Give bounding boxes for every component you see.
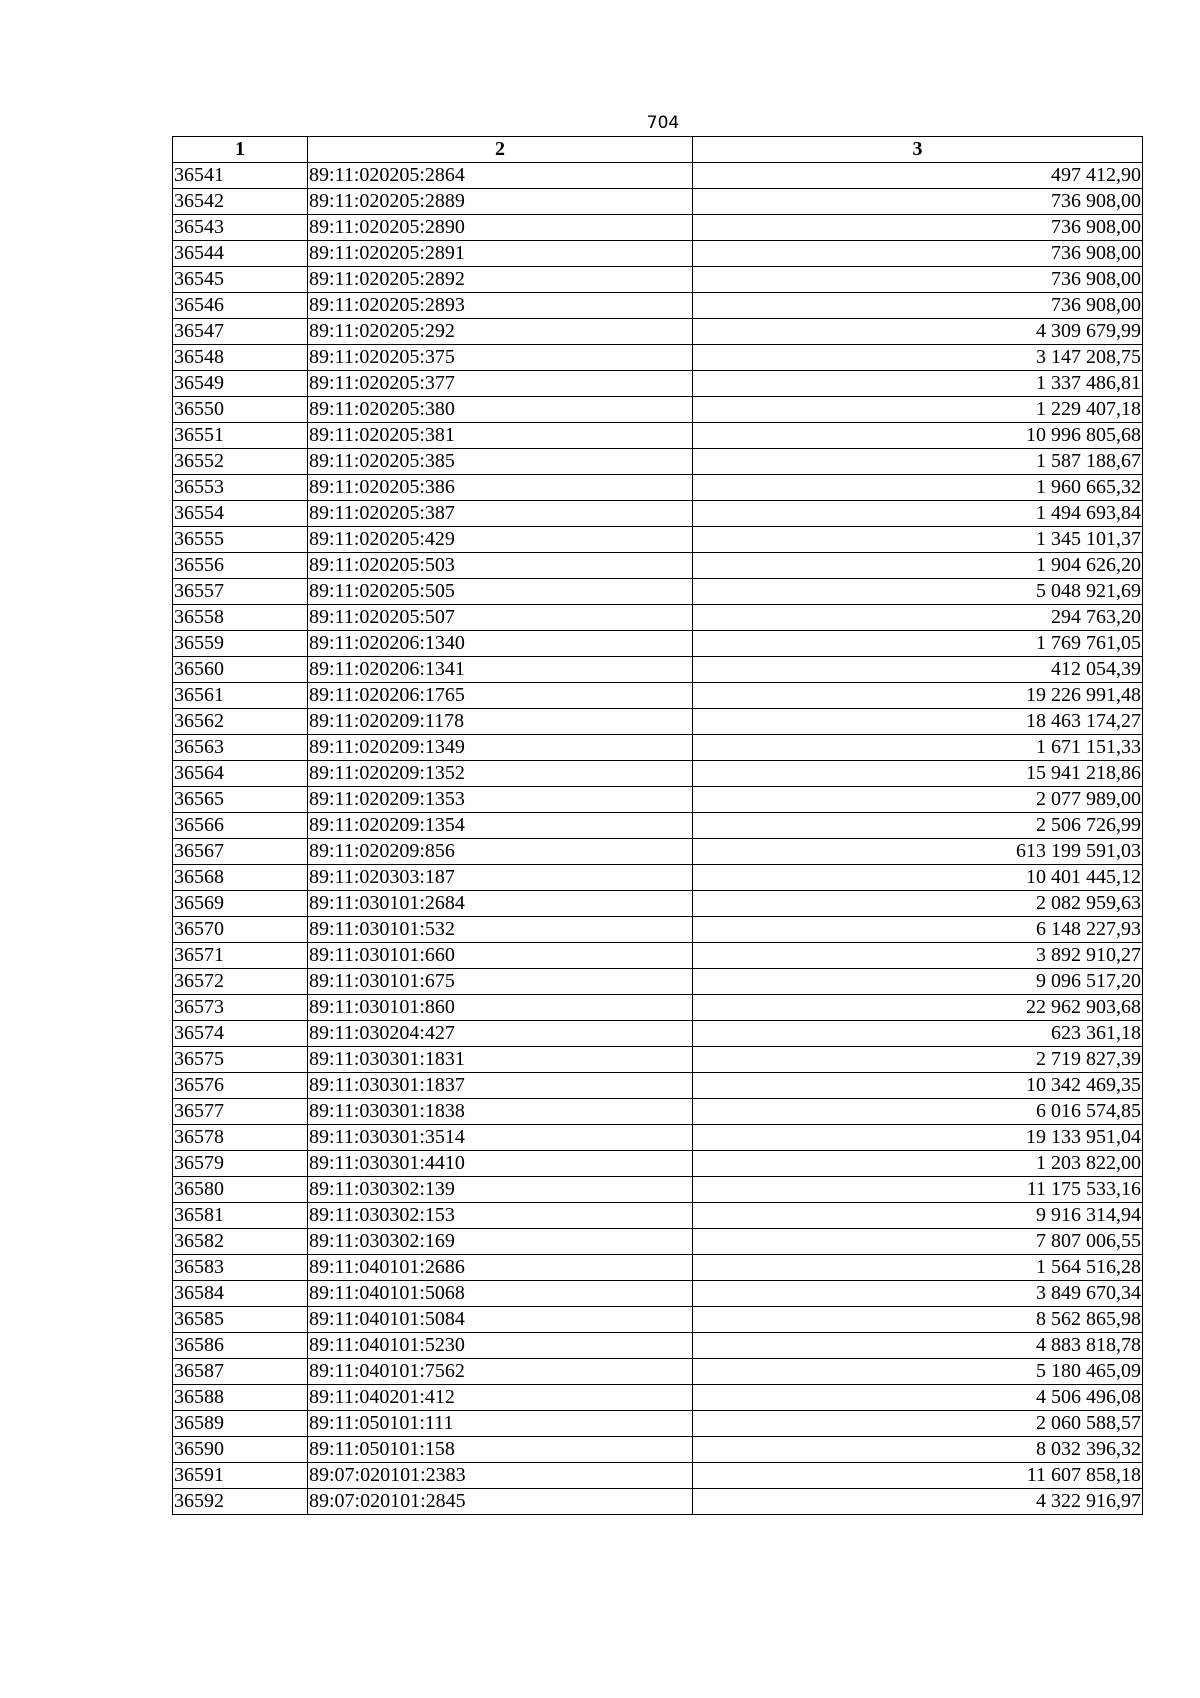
row-number-cell: 36562: [173, 709, 308, 735]
registry-table: [172, 136, 1143, 1515]
column-header-2: 2: [308, 137, 693, 163]
table-row: [173, 1099, 1143, 1125]
cadastral-number-cell: 89:11:040201:412: [308, 1385, 693, 1411]
row-number-cell: 36583: [173, 1255, 308, 1281]
row-number-cell: 36571: [173, 943, 308, 969]
value-cell: 2 082 959,63: [693, 891, 1143, 917]
value-cell: 2 077 989,00: [693, 787, 1143, 813]
value-cell: 736 908,00: [693, 215, 1143, 241]
value-cell: 8 562 865,98: [693, 1307, 1143, 1333]
cadastral-number-cell: 89:11:040101:5068: [308, 1281, 693, 1307]
value-cell: 15 941 218,86: [693, 761, 1143, 787]
table-row: [173, 735, 1143, 761]
header-row: [173, 137, 1143, 163]
cadastral-number-cell: 89:07:020101:2845: [308, 1489, 693, 1515]
table-row: [173, 501, 1143, 527]
cadastral-number-cell: 89:11:030302:139: [308, 1177, 693, 1203]
table-row: [173, 943, 1143, 969]
table-row: [173, 449, 1143, 475]
value-cell: 3 849 670,34: [693, 1281, 1143, 1307]
table-row: [173, 345, 1143, 371]
row-number-cell: 36545: [173, 267, 308, 293]
value-cell: 6 148 227,93: [693, 917, 1143, 943]
row-number-cell: 36575: [173, 1047, 308, 1073]
cadastral-number-cell: 89:11:040101:5084: [308, 1307, 693, 1333]
value-cell: 9 096 517,20: [693, 969, 1143, 995]
table-row: [173, 813, 1143, 839]
value-cell: 736 908,00: [693, 241, 1143, 267]
value-cell: 10 342 469,35: [693, 1073, 1143, 1099]
value-cell: 4 322 916,97: [693, 1489, 1143, 1515]
page-number: 704: [646, 113, 680, 133]
cadastral-number-cell: 89:11:020206:1765: [308, 683, 693, 709]
cadastral-number-cell: 89:11:030204:427: [308, 1021, 693, 1047]
cadastral-number-cell: 89:11:020205:2892: [308, 267, 693, 293]
row-number-cell: 36549: [173, 371, 308, 397]
row-number-cell: 36589: [173, 1411, 308, 1437]
table-row: [173, 1177, 1143, 1203]
cadastral-number-cell: 89:11:030301:1837: [308, 1073, 693, 1099]
value-cell: 1 337 486,81: [693, 371, 1143, 397]
row-number-cell: 36558: [173, 605, 308, 631]
cadastral-number-cell: 89:11:020205:2893: [308, 293, 693, 319]
cadastral-number-cell: 89:11:020209:856: [308, 839, 693, 865]
cadastral-number-cell: 89:11:020205:387: [308, 501, 693, 527]
cadastral-number-cell: 89:11:030101:660: [308, 943, 693, 969]
table-row: [173, 267, 1143, 293]
table-row: [173, 1333, 1143, 1359]
row-number-cell: 36576: [173, 1073, 308, 1099]
table-row: [173, 1489, 1143, 1515]
row-number-cell: 36566: [173, 813, 308, 839]
cadastral-number-cell: 89:11:020205:377: [308, 371, 693, 397]
value-cell: 1 564 516,28: [693, 1255, 1143, 1281]
row-number-cell: 36556: [173, 553, 308, 579]
table-row: [173, 1021, 1143, 1047]
table-row: [173, 631, 1143, 657]
value-cell: 10 996 805,68: [693, 423, 1143, 449]
cadastral-number-cell: 89:11:020205:507: [308, 605, 693, 631]
table-row: [173, 1047, 1143, 1073]
cadastral-number-cell: 89:11:020209:1178: [308, 709, 693, 735]
table-row: [173, 839, 1143, 865]
row-number-cell: 36563: [173, 735, 308, 761]
value-cell: 1 587 188,67: [693, 449, 1143, 475]
cadastral-number-cell: 89:11:020205:2864: [308, 163, 693, 189]
row-number-cell: 36551: [173, 423, 308, 449]
row-number-cell: 36590: [173, 1437, 308, 1463]
table-row: [173, 319, 1143, 345]
value-cell: 7 807 006,55: [693, 1229, 1143, 1255]
row-number-cell: 36559: [173, 631, 308, 657]
row-number-cell: 36565: [173, 787, 308, 813]
table-row: [173, 683, 1143, 709]
table-row: [173, 1437, 1143, 1463]
row-number-cell: 36544: [173, 241, 308, 267]
table-row: [173, 579, 1143, 605]
cadastral-number-cell: 89:11:030101:2684: [308, 891, 693, 917]
cadastral-number-cell: 89:11:020205:429: [308, 527, 693, 553]
table-row: [173, 917, 1143, 943]
cadastral-number-cell: 89:11:050101:158: [308, 1437, 693, 1463]
row-number-cell: 36581: [173, 1203, 308, 1229]
cadastral-number-cell: 89:11:020206:1341: [308, 657, 693, 683]
cadastral-number-cell: 89:11:020205:292: [308, 319, 693, 345]
row-number-cell: 36547: [173, 319, 308, 345]
table-row: [173, 1203, 1143, 1229]
row-number-cell: 36541: [173, 163, 308, 189]
table-row: [173, 1411, 1143, 1437]
table-row: [173, 241, 1143, 267]
table-row: [173, 605, 1143, 631]
table-row: [173, 1073, 1143, 1099]
value-cell: 4 506 496,08: [693, 1385, 1143, 1411]
table-row: [173, 553, 1143, 579]
value-cell: 3 892 910,27: [693, 943, 1143, 969]
column-header-1: 1: [173, 137, 308, 163]
row-number-cell: 36572: [173, 969, 308, 995]
row-number-cell: 36588: [173, 1385, 308, 1411]
value-cell: 736 908,00: [693, 293, 1143, 319]
cadastral-number-cell: 89:11:030101:675: [308, 969, 693, 995]
value-cell: 18 463 174,27: [693, 709, 1143, 735]
row-number-cell: 36554: [173, 501, 308, 527]
value-cell: 736 908,00: [693, 189, 1143, 215]
table-row: [173, 215, 1143, 241]
row-number-cell: 36578: [173, 1125, 308, 1151]
table-row: [173, 1385, 1143, 1411]
value-cell: 2 060 588,57: [693, 1411, 1143, 1437]
value-cell: 11 175 533,16: [693, 1177, 1143, 1203]
value-cell: 19 226 991,48: [693, 683, 1143, 709]
cadastral-number-cell: 89:11:020209:1349: [308, 735, 693, 761]
row-number-cell: 36569: [173, 891, 308, 917]
table-row: [173, 761, 1143, 787]
table-row: [173, 163, 1143, 189]
row-number-cell: 36550: [173, 397, 308, 423]
table-row: [173, 527, 1143, 553]
cadastral-number-cell: 89:11:020205:375: [308, 345, 693, 371]
row-number-cell: 36546: [173, 293, 308, 319]
value-cell: 4 883 818,78: [693, 1333, 1143, 1359]
row-number-cell: 36552: [173, 449, 308, 475]
cadastral-number-cell: 89:11:030301:3514: [308, 1125, 693, 1151]
cadastral-number-cell: 89:11:020303:187: [308, 865, 693, 891]
row-number-cell: 36584: [173, 1281, 308, 1307]
column-header-3: 3: [693, 137, 1143, 163]
cadastral-number-cell: 89:11:020205:381: [308, 423, 693, 449]
cadastral-number-cell: 89:07:020101:2383: [308, 1463, 693, 1489]
cadastral-number-cell: 89:11:030301:4410: [308, 1151, 693, 1177]
cadastral-number-cell: 89:11:020209:1354: [308, 813, 693, 839]
value-cell: 11 607 858,18: [693, 1463, 1143, 1489]
table-row: [173, 1255, 1143, 1281]
row-number-cell: 36543: [173, 215, 308, 241]
row-number-cell: 36580: [173, 1177, 308, 1203]
value-cell: 497 412,90: [693, 163, 1143, 189]
cadastral-number-cell: 89:11:020206:1340: [308, 631, 693, 657]
cadastral-number-cell: 89:11:020205:2890: [308, 215, 693, 241]
table-body: [173, 163, 1143, 1515]
row-number-cell: 36573: [173, 995, 308, 1021]
row-number-cell: 36577: [173, 1099, 308, 1125]
table-row: [173, 1151, 1143, 1177]
table-row: [173, 1281, 1143, 1307]
value-cell: 1 494 693,84: [693, 501, 1143, 527]
table-row: [173, 293, 1143, 319]
value-cell: 19 133 951,04: [693, 1125, 1143, 1151]
row-number-cell: 36560: [173, 657, 308, 683]
value-cell: 8 032 396,32: [693, 1437, 1143, 1463]
row-number-cell: 36553: [173, 475, 308, 501]
row-number-cell: 36548: [173, 345, 308, 371]
table-row: [173, 423, 1143, 449]
value-cell: 1 229 407,18: [693, 397, 1143, 423]
cadastral-number-cell: 89:11:020209:1352: [308, 761, 693, 787]
row-number-cell: 36582: [173, 1229, 308, 1255]
cadastral-number-cell: 89:11:040101:7562: [308, 1359, 693, 1385]
cadastral-number-cell: 89:11:020205:385: [308, 449, 693, 475]
table-row: [173, 371, 1143, 397]
cadastral-number-cell: 89:11:040101:2686: [308, 1255, 693, 1281]
table-row: [173, 865, 1143, 891]
table-row: [173, 397, 1143, 423]
row-number-cell: 36585: [173, 1307, 308, 1333]
table-row: [173, 1359, 1143, 1385]
value-cell: 1 345 101,37: [693, 527, 1143, 553]
cadastral-number-cell: 89:11:020205:505: [308, 579, 693, 605]
table-row: [173, 1125, 1143, 1151]
table-row: [173, 475, 1143, 501]
row-number-cell: 36586: [173, 1333, 308, 1359]
cadastral-number-cell: 89:11:030302:169: [308, 1229, 693, 1255]
table-row: [173, 709, 1143, 735]
value-cell: 1 671 151,33: [693, 735, 1143, 761]
value-cell: 2 506 726,99: [693, 813, 1143, 839]
row-number-cell: 36542: [173, 189, 308, 215]
row-number-cell: 36567: [173, 839, 308, 865]
table-row: [173, 787, 1143, 813]
row-number-cell: 36564: [173, 761, 308, 787]
value-cell: 1 960 665,32: [693, 475, 1143, 501]
value-cell: 294 763,20: [693, 605, 1143, 631]
cadastral-number-cell: 89:11:020205:386: [308, 475, 693, 501]
row-number-cell: 36570: [173, 917, 308, 943]
cadastral-number-cell: 89:11:030101:860: [308, 995, 693, 1021]
row-number-cell: 36574: [173, 1021, 308, 1047]
table-row: [173, 189, 1143, 215]
table-row: [173, 891, 1143, 917]
cadastral-number-cell: 89:11:030301:1838: [308, 1099, 693, 1125]
row-number-cell: 36561: [173, 683, 308, 709]
row-number-cell: 36555: [173, 527, 308, 553]
table-row: [173, 995, 1143, 1021]
value-cell: 9 916 314,94: [693, 1203, 1143, 1229]
value-cell: 613 199 591,03: [693, 839, 1143, 865]
value-cell: 1 904 626,20: [693, 553, 1143, 579]
cadastral-number-cell: 89:11:020205:503: [308, 553, 693, 579]
table-row: [173, 1463, 1143, 1489]
table-row: [173, 657, 1143, 683]
cadastral-number-cell: 89:11:030301:1831: [308, 1047, 693, 1073]
cadastral-number-cell: 89:11:030101:532: [308, 917, 693, 943]
value-cell: 6 016 574,85: [693, 1099, 1143, 1125]
table-row: [173, 1229, 1143, 1255]
row-number-cell: 36591: [173, 1463, 308, 1489]
value-cell: 5 048 921,69: [693, 579, 1143, 605]
cadastral-number-cell: 89:11:030302:153: [308, 1203, 693, 1229]
table-row: [173, 1307, 1143, 1333]
cadastral-number-cell: 89:11:050101:111: [308, 1411, 693, 1437]
value-cell: 22 962 903,68: [693, 995, 1143, 1021]
value-cell: 736 908,00: [693, 267, 1143, 293]
cadastral-number-cell: 89:11:020205:2891: [308, 241, 693, 267]
cadastral-number-cell: 89:11:020205:2889: [308, 189, 693, 215]
table-row: [173, 969, 1143, 995]
row-number-cell: 36592: [173, 1489, 308, 1515]
value-cell: 2 719 827,39: [693, 1047, 1143, 1073]
value-cell: 412 054,39: [693, 657, 1143, 683]
cadastral-number-cell: 89:11:040101:5230: [308, 1333, 693, 1359]
row-number-cell: 36557: [173, 579, 308, 605]
value-cell: 10 401 445,12: [693, 865, 1143, 891]
cadastral-number-cell: 89:11:020209:1353: [308, 787, 693, 813]
value-cell: 1 203 822,00: [693, 1151, 1143, 1177]
value-cell: 1 769 761,05: [693, 631, 1143, 657]
value-cell: 623 361,18: [693, 1021, 1143, 1047]
value-cell: 3 147 208,75: [693, 345, 1143, 371]
value-cell: 4 309 679,99: [693, 319, 1143, 345]
value-cell: 5 180 465,09: [693, 1359, 1143, 1385]
row-number-cell: 36587: [173, 1359, 308, 1385]
cadastral-number-cell: 89:11:020205:380: [308, 397, 693, 423]
row-number-cell: 36568: [173, 865, 308, 891]
row-number-cell: 36579: [173, 1151, 308, 1177]
